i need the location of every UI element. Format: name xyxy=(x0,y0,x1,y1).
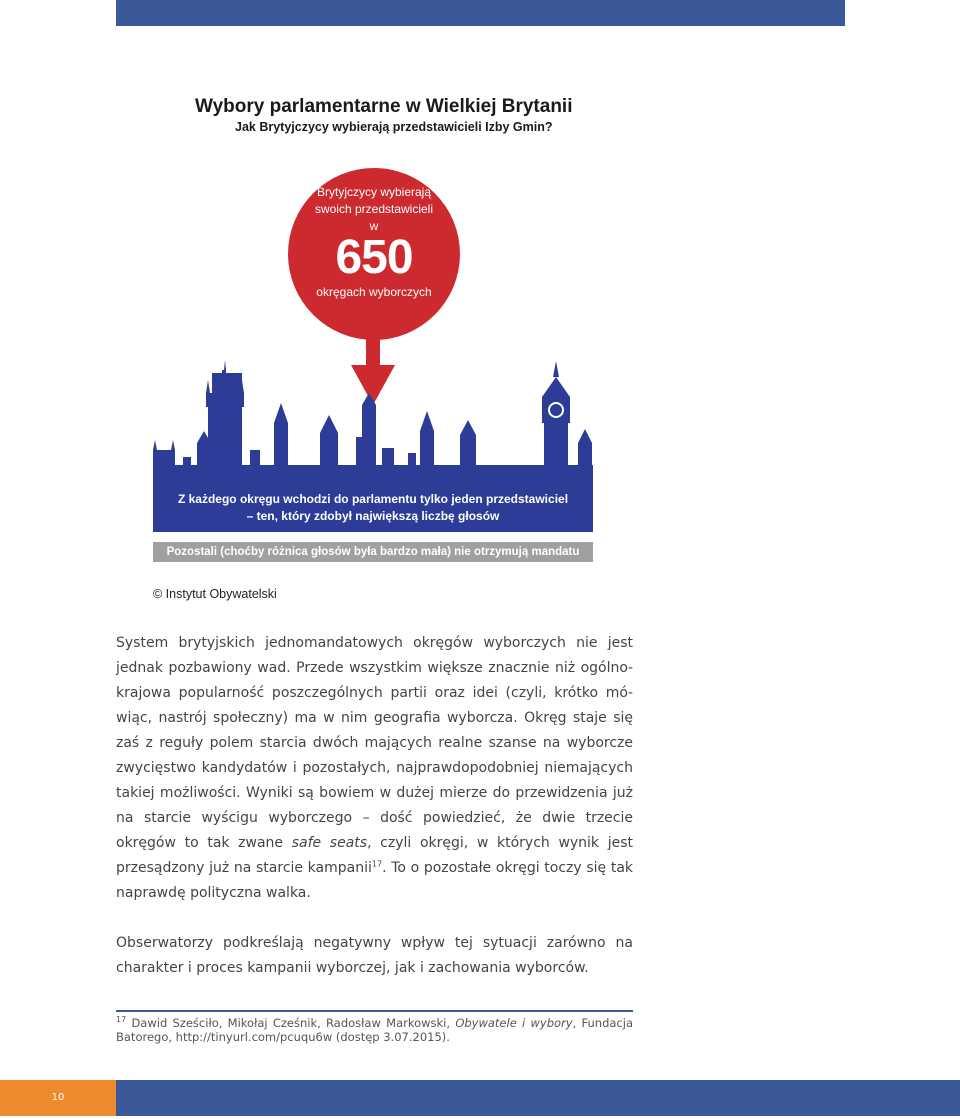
constituency-count-bubble xyxy=(288,168,460,340)
skyline-caption-line1: Z każdego okręgu wchodzi do parlamentu tylko jeden przedstawiciel xyxy=(177,492,569,506)
header xyxy=(195,96,795,134)
bubble-top-text: Brytyjczycy wybierają swoich przedstawicieli w xyxy=(314,185,434,233)
arrow-head xyxy=(351,365,395,405)
paragraph-2: Obserwatorzy podkreślają negatywny wpływ tej sytuacji zarówno na charakter i proces kampanii wyborczej, jak i zachowania wyborców. xyxy=(116,935,633,976)
constituency-number: 650 xyxy=(335,231,413,284)
footnote: $^{17}$ Dawid Sześciło, Mikołaj Cześnik, Radosław Markowski, Obywatele i wybory, Fundacja Batorego, http://tinyurl.com/pcuqu6w (dostęp 3.07.2015). xyxy=(116,1015,633,1044)
bottom-color-bar xyxy=(116,1080,960,1116)
footnote-ref[interactable]: 17 xyxy=(371,859,383,869)
page-title: Wybory parlamentarne w Wielkiej Brytanii xyxy=(195,96,573,117)
skyline-caption xyxy=(153,491,593,525)
top-color-bar xyxy=(116,0,845,26)
paragraph-1: System brytyjskich jednomandatowych okręgów wyborczych nie jest jednak pozbawiony wad. Przede wszystkim większe znacznie niż ogólnokrajowa popularność poszczególnych partii oraz idei (czyli, krótko mówiąc, nastrój społeczny) ma w nim geografia wyborcza. Okręg staje się zaś z reguły polem starcia dwóch mających realne szanse na wyborcze zwycięstwo kandydatów i pozostałych, najprawdopodobniej niemających takiej możliwości. Wyniki są bowiem w dużej mierze do przewidzenia już na starcie wyścigu wyborczego – dość powiedzieć, że dwie trzecie okręgów to tak zwane safe seats, czyli okręgi, w których wynik jest przesądzony już na starcie kampanii$^{17}$. To o pozostałe okręgi toczy się tak naprawdę polityczna walka. xyxy=(116,635,634,901)
page-subtitle: Jak Brytyjczycy wybierają przedstawicieli Izby Gmin? xyxy=(235,120,553,134)
grey-caption-band: Pozostali (choćby różnica głosów była bardzo mała) nie otrzymują mandatu xyxy=(153,542,593,562)
image-credit: © Instytut Obywatelski xyxy=(153,587,277,601)
infographic xyxy=(150,165,600,575)
footnote-divider xyxy=(116,1010,633,1012)
main-text xyxy=(116,631,633,981)
bubble-bottom-text: okręgach wyborczych xyxy=(316,285,432,299)
page-number: 10 xyxy=(0,1080,116,1116)
skyline-caption-line2: – ten, który zdobył największą liczbę głosów xyxy=(246,509,500,523)
